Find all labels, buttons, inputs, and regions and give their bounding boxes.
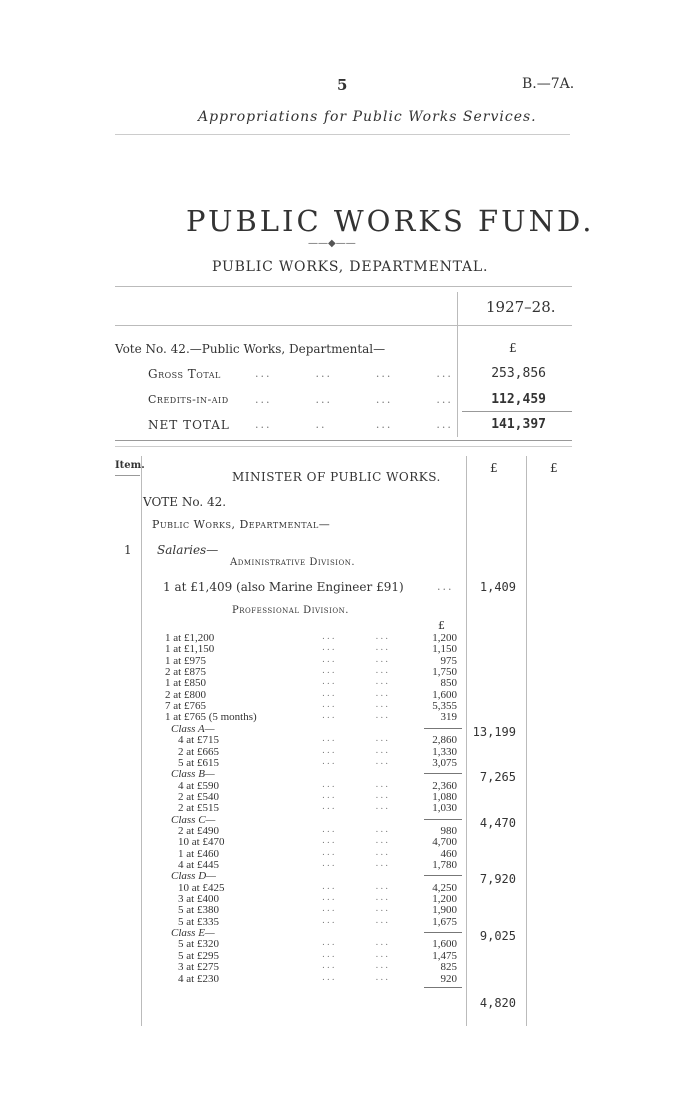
administrative-division-heading: Administrative Division. [230, 557, 356, 568]
leader-dots: ... ... [322, 881, 391, 892]
leader-dots: ... ... [322, 904, 391, 915]
leader-dots: ... ... [322, 847, 391, 858]
column-currency-1: £ [490, 461, 498, 475]
subtotal-value: 4,820 [479, 995, 516, 1010]
title-ornament: ——◆—— [308, 238, 356, 249]
net-total-label: NET TOTAL [148, 418, 230, 432]
leader-dots: ... ... [322, 756, 391, 767]
leader-dots: ... ... [322, 802, 391, 813]
subtotal-rule [424, 875, 462, 876]
subtotal-value: 9,025 [479, 929, 516, 944]
leader-dots: ... ... ... ... [255, 393, 453, 406]
credits-in-aid-value: 112,459 [491, 392, 546, 407]
salary-line: 5 at £295 [178, 949, 219, 962]
salary-line-value: 975 [440, 654, 457, 667]
minister-heading: MINISTER OF PUBLIC WORKS. [232, 470, 441, 484]
fiscal-year: 1927–28. [486, 298, 556, 316]
salary-line: 2 at £800 [165, 688, 206, 701]
leader-dots: ... ... [322, 859, 391, 869]
salary-line: 2 at £875 [165, 666, 206, 679]
salary-line-value: 850 [440, 677, 457, 690]
salary-line: 1 at £850 [165, 677, 206, 690]
salary-line: 1 at £1,150 [165, 643, 215, 656]
salary-line: 2 at £515 [178, 802, 219, 815]
subtotal-value: 7,920 [479, 872, 516, 887]
subtotal-rule [424, 819, 462, 820]
salary-line-value: 1,675 [432, 915, 457, 928]
salary-line-value: 980 [440, 824, 457, 837]
summary-top-rule [115, 286, 572, 287]
summary-divider [457, 292, 458, 437]
salary-line: 10 at £470 [178, 836, 225, 849]
leader-dots: ... ... [322, 915, 391, 926]
leader-dots: ... ... [322, 711, 391, 722]
subtotal-rule [424, 773, 462, 774]
professional-division-heading: Professional Division. [232, 605, 349, 616]
net-total-value: 141,397 [491, 417, 546, 432]
salary-line-value: 2,360 [432, 779, 457, 792]
leader-dots: ... ... [322, 779, 391, 790]
column-currency-2: £ [550, 461, 558, 475]
class-label: Class A— [171, 722, 215, 735]
net-total-rule [462, 411, 572, 412]
item-header-rule [115, 475, 140, 476]
salary-line-value: 1,330 [432, 745, 457, 758]
gross-total-value: 253,856 [491, 366, 546, 381]
leader-dots: ... ... [322, 836, 391, 847]
subtotal-rule [424, 728, 462, 729]
leader-dots: ... ... [322, 949, 391, 960]
salary-line: 4 at £445 [178, 859, 219, 871]
leader-dots: ... ... [322, 734, 391, 745]
running-title: Appropriations for Public Works Services. [198, 109, 537, 125]
leader-dots: ... ... [322, 700, 391, 711]
admin-line-value: 1,409 [479, 580, 516, 594]
subtotal-value: 4,470 [479, 815, 516, 830]
leader-dots: ... ... [322, 961, 391, 972]
salary-line-value: 460 [440, 847, 457, 860]
salary-line: 5 at £380 [178, 904, 219, 917]
leader-dots: ... ... [322, 632, 391, 642]
salary-line: 1 at £975 [165, 654, 206, 667]
credits-in-aid-label: Credits-in-aid [148, 393, 229, 406]
second-amount-rule [526, 456, 527, 1026]
page-number: 5 [337, 76, 348, 94]
summary-bottom-rule-2 [115, 446, 572, 447]
salary-line: 3 at £275 [178, 961, 219, 974]
first-amount-rule [466, 456, 467, 1026]
department-heading: Public Works, Departmental— [152, 518, 331, 531]
salary-line-value: 920 [440, 972, 457, 985]
salary-line-value: 1,900 [432, 904, 457, 917]
leader-dots: ... [437, 580, 454, 593]
salary-line-value: 2,860 [432, 734, 457, 747]
salary-line-value: 1,780 [432, 859, 457, 871]
leader-dots: ... ... [322, 972, 391, 983]
summary-header-rule [115, 325, 572, 326]
class-label: Class B— [171, 768, 215, 781]
salary-line-value: 1,080 [432, 790, 457, 803]
vote-label: Vote No. 42.—Public Works, Departmental— [115, 342, 386, 356]
salary-line: 3 at £400 [178, 893, 219, 906]
salary-line: 1 at £765 (5 months) [165, 711, 257, 724]
salary-line: 10 at £425 [178, 881, 225, 894]
subtotal-rule [424, 987, 462, 988]
leader-dots: ... ... [322, 688, 391, 699]
salary-line-value: 319 [440, 711, 457, 724]
item-column-rule [141, 456, 142, 1026]
salary-line-value: 4,250 [432, 881, 457, 894]
salary-line: 5 at £320 [178, 938, 219, 951]
salary-line-value: 1,750 [432, 666, 457, 679]
salary-line: 4 at £230 [178, 972, 219, 985]
document-reference: B.—7A. [522, 76, 575, 92]
salary-line-value: 1,200 [432, 632, 457, 644]
salary-line: 7 at £765 [165, 700, 206, 713]
gross-total-label: Gross Total [148, 367, 221, 381]
salaries-label: Salaries— [157, 543, 219, 557]
salary-line: 1 at £1,200 [165, 632, 215, 644]
leader-dots: ... ... [322, 666, 391, 677]
fund-title: PUBLIC WORKS FUND. [186, 204, 595, 238]
class-label: Class E— [171, 927, 215, 940]
section-title: PUBLIC WORKS, DEPARTMENTAL. [212, 259, 489, 275]
salary-line: 5 at £335 [178, 915, 219, 928]
sub-currency: £ [438, 619, 445, 632]
leader-dots: ... ... [322, 654, 391, 665]
leader-dots: ... ... [322, 790, 391, 801]
admin-line: 1 at £1,409 (also Marine Engineer £91) [163, 580, 404, 594]
item-column-header: Item. [115, 460, 145, 471]
summary-bottom-rule [115, 440, 572, 441]
item-number: 1 [124, 543, 132, 557]
salary-line-value: 1,200 [432, 893, 457, 906]
salary-line-value: 4,700 [432, 836, 457, 849]
salary-line: 4 at £590 [178, 779, 219, 792]
header-rule [115, 134, 570, 135]
subtotal-rule [424, 932, 462, 933]
salary-line-value: 1,150 [432, 643, 457, 656]
salary-line-value: 825 [440, 961, 457, 974]
leader-dots: ... .. ... ... [255, 418, 453, 431]
subtotal-value: 13,199 [472, 724, 516, 739]
salary-line: 5 at £615 [178, 756, 219, 769]
leader-dots: ... ... [322, 938, 391, 949]
salary-line: 2 at £540 [178, 790, 219, 803]
salary-line: 4 at £715 [178, 734, 219, 747]
summary-currency: £ [509, 341, 517, 355]
class-label: Class C— [171, 813, 216, 826]
salary-line: 1 at £460 [178, 847, 219, 860]
salary-line-value: 1,600 [432, 688, 457, 701]
salary-line-value: 1,475 [432, 949, 457, 962]
salary-line-value: 3,075 [432, 756, 457, 769]
salary-line: 2 at £490 [178, 824, 219, 837]
leader-dots: ... ... [322, 643, 391, 654]
leader-dots: ... ... [322, 893, 391, 904]
salary-line: 2 at £665 [178, 745, 219, 758]
leader-dots: ... ... [322, 745, 391, 756]
class-label: Class D— [171, 870, 216, 883]
leader-dots: ... ... [322, 677, 391, 688]
salary-line-value: 5,355 [432, 700, 457, 713]
salary-line-value: 1,030 [432, 802, 457, 815]
salary-line-value: 1,600 [432, 938, 457, 951]
vote-heading: VOTE No. 42. [143, 495, 227, 509]
subtotal-value: 7,265 [479, 770, 516, 785]
leader-dots: ... ... ... ... [255, 367, 453, 380]
leader-dots: ... ... [322, 824, 391, 835]
